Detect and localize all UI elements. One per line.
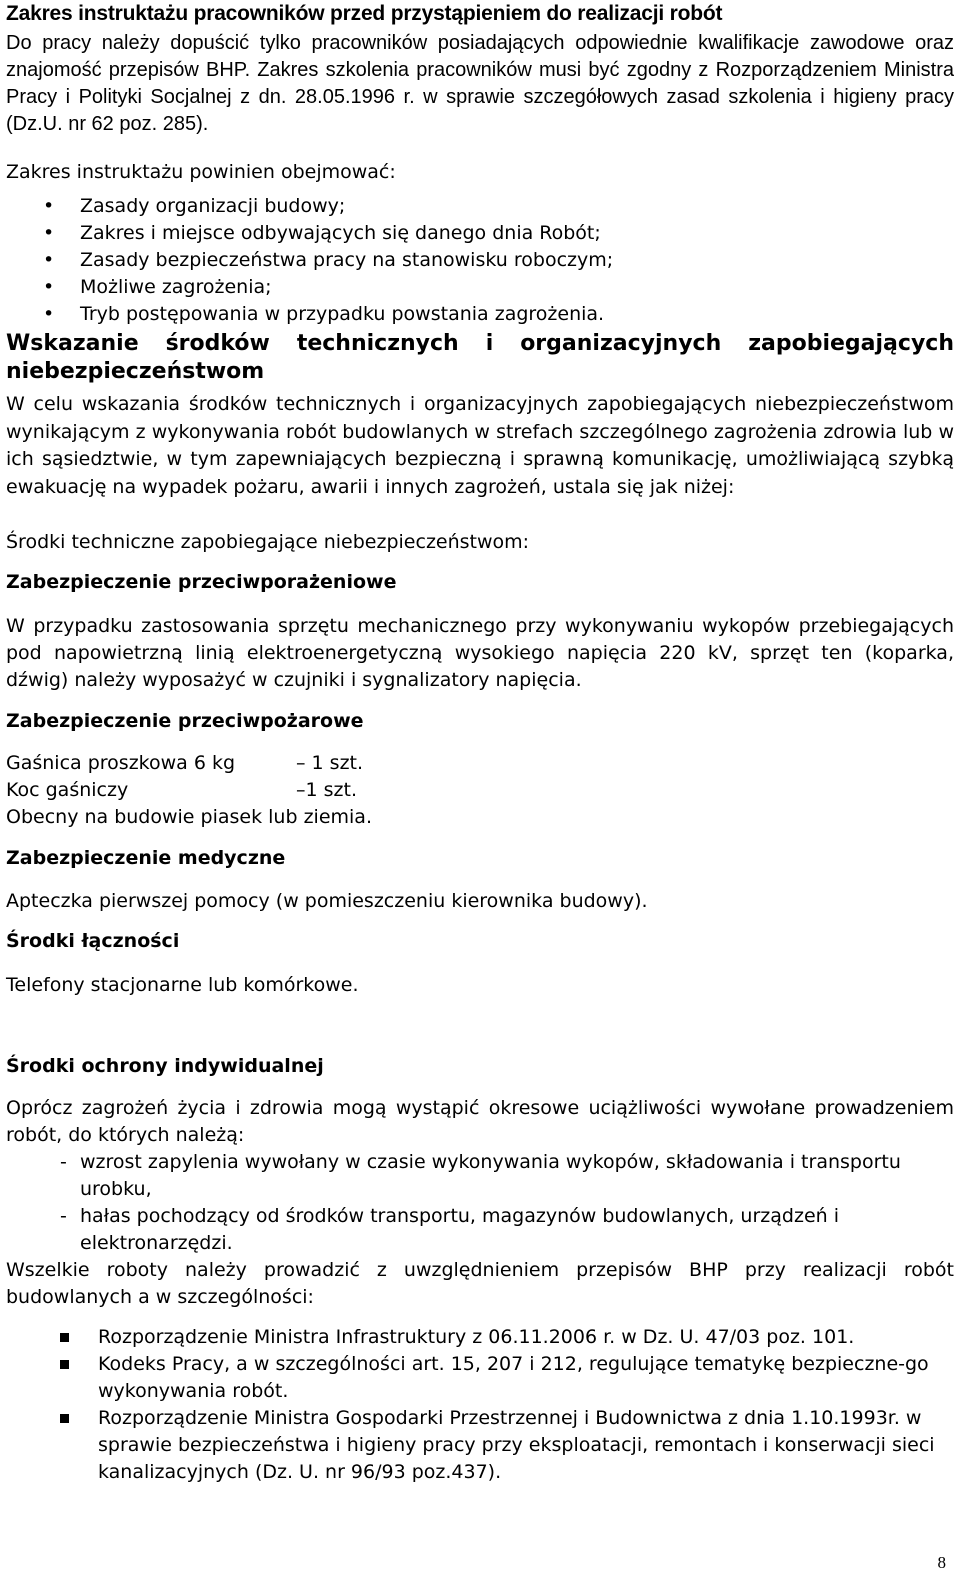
list-item	[6, 1351, 954, 1405]
page-number: 8	[937, 1553, 946, 1572]
square-bullet-icon	[60, 1333, 69, 1342]
heading-przeciwporazeniowe: Zabezpieczenie przeciwporażeniowe	[6, 571, 397, 593]
bullet-icon: •	[43, 276, 55, 298]
list-item-text: Tryb postępowania w przypadku powstania zagrożenia.	[80, 303, 605, 325]
bullet-icon: •	[43, 222, 55, 244]
list-item	[6, 750, 372, 777]
heading-lacznosc: Środki łączności	[6, 930, 180, 952]
list-item-text: hałas pochodzący od środków transportu, magazynów budowlanych, urządzeń i elektronarzędzi.	[80, 1205, 839, 1254]
list-item-text: Kodeks Pracy, a w szczególności art. 15, 207 i 212, regulujące tematykę bezpieczne-go wykonywania robót.	[98, 1353, 929, 1402]
srodki-technical-lead: Środki techniczne zapobiegające niebezpieczeństwom:	[6, 531, 530, 553]
equipment-name: Gaśnica proszkowa 6 kg	[6, 752, 236, 774]
list-item	[6, 1324, 954, 1351]
list-item	[6, 1405, 954, 1486]
list-item	[6, 193, 613, 220]
list-item	[6, 274, 613, 301]
list-item-text: Zasady organizacji budowy;	[80, 195, 346, 217]
section-title-instruktaz: Zakres instruktażu pracowników przed przystąpieniem do realizacji robót	[6, 2, 723, 25]
fire-equipment-list	[6, 750, 372, 831]
list-item-text: Rozporządzenie Ministra Infrastruktury z 06.11.2006 r. w Dz. U. 47/03 poz. 101.	[98, 1326, 855, 1348]
list-item	[6, 301, 613, 328]
instruktaz-lead: Zakres instruktażu powinien obejmować:	[6, 161, 396, 183]
bullet-icon: •	[43, 249, 55, 271]
nuisance-list	[6, 1149, 954, 1257]
list-item	[6, 777, 372, 804]
srodki-paragraph: W celu wskazania środków technicznych i organizacyjnych zapobiegających niebezpieczeństwom wynikającym z wykonywania robót budowlanych w strefach szczególnego zagrożenia zdrowia lub w ich sąsiedztwie, w tym zapewniających bezpieczną i sprawną komunikację, umożliwiającą szybką ewakuację na wypadek pożaru, awarii i innych zagrożeń, ustala się jak niżej:	[6, 393, 954, 498]
list-item	[6, 247, 613, 274]
dash-icon: -	[60, 1151, 67, 1173]
przeciwporazeniowe-text: W przypadku zastosowania sprzętu mechanicznego przy wykonywaniu wykopów przebiegających pod napowietrzną linią elektroenergetyczną wysokiego napięcia 220 kV, sprzęt ten (koparka, dźwig) należy wyposażyć w czujniki i sygnalizatory napięcia.	[6, 615, 954, 691]
list-item	[6, 1203, 954, 1257]
heading-ochrona: Środki ochrony indywidualnej	[6, 1055, 324, 1077]
list-item-text: Zakres i miejsce odbywających się danego dnia Robót;	[80, 222, 601, 244]
list-item-text: Rozporządzenie Ministra Gospodarki Przestrzennej i Budownictwa z dnia 1.10.1993r. w sprawie bezpieczeństwa i higieny pracy przy eksploatacji, remontach i konserwacji sieci kanalizacyjnych (Dz. U. nr 96/93 poz.437).	[98, 1407, 935, 1483]
list-item	[6, 220, 613, 247]
list-item-text: Możliwe zagrożenia;	[80, 276, 272, 298]
medyczne-text: Apteczka pierwszej pomocy (w pomieszczeniu kierownika budowy).	[6, 890, 648, 912]
equipment-note: Obecny na budowie piasek lub ziemia.	[6, 806, 372, 828]
bullet-icon: •	[43, 303, 55, 325]
section-title-srodki: Wskazanie środków technicznych i organizacyjnych zapobiegających niebezpieczeństwom	[6, 331, 954, 384]
heading-przeciwpozarowe: Zabezpieczenie przeciwpożarowe	[6, 710, 364, 732]
instruktaz-bullet-list	[6, 193, 613, 328]
equipment-name: Koc gaśniczy	[6, 779, 129, 801]
heading-medyczne: Zabezpieczenie medyczne	[6, 847, 286, 869]
equipment-quantity: – 1 szt.	[296, 752, 364, 774]
regulations-list	[6, 1324, 954, 1486]
dash-icon: -	[60, 1205, 67, 1227]
instruktaz-paragraph: Do pracy należy dopuścić tylko pracowników posiadających odpowiednie kwalifikacje zawodowe oraz znajomość przepisów BHP. Zakres szkolenia pracowników musi być zgodny z Rozporządzeniem Ministra Pracy i Polityki Socjalnej z dn. 28.05.1996 r. w sprawie szczegółowych zasad szkolenia i higieny pracy (Dz.U. nr 62 poz. 285).	[6, 32, 954, 135]
lacznosc-text: Telefony stacjonarne lub komórkowe.	[6, 974, 359, 996]
list-item-text: Zasady bezpieczeństwa pracy na stanowisku roboczym;	[80, 249, 614, 271]
ochrona-text: Oprócz zagrożeń życia i zdrowia mogą wystąpić okresowe uciążliwości wywołane prowadzeniem robót, do których należą:	[6, 1097, 954, 1146]
bullet-icon: •	[43, 195, 55, 217]
square-bullet-icon	[60, 1414, 69, 1423]
regulations-lead: Wszelkie roboty należy prowadzić z uwzględnieniem przepisów BHP przy realizacji robót budowlanych a w szczególności:	[6, 1259, 954, 1308]
square-bullet-icon	[60, 1360, 69, 1369]
equipment-quantity: –1 szt.	[296, 779, 357, 801]
list-item-text: wzrost zapylenia wywołany w czasie wykonywania wykopów, składowania i transportu urobku,	[80, 1151, 901, 1200]
list-item	[6, 1149, 954, 1203]
